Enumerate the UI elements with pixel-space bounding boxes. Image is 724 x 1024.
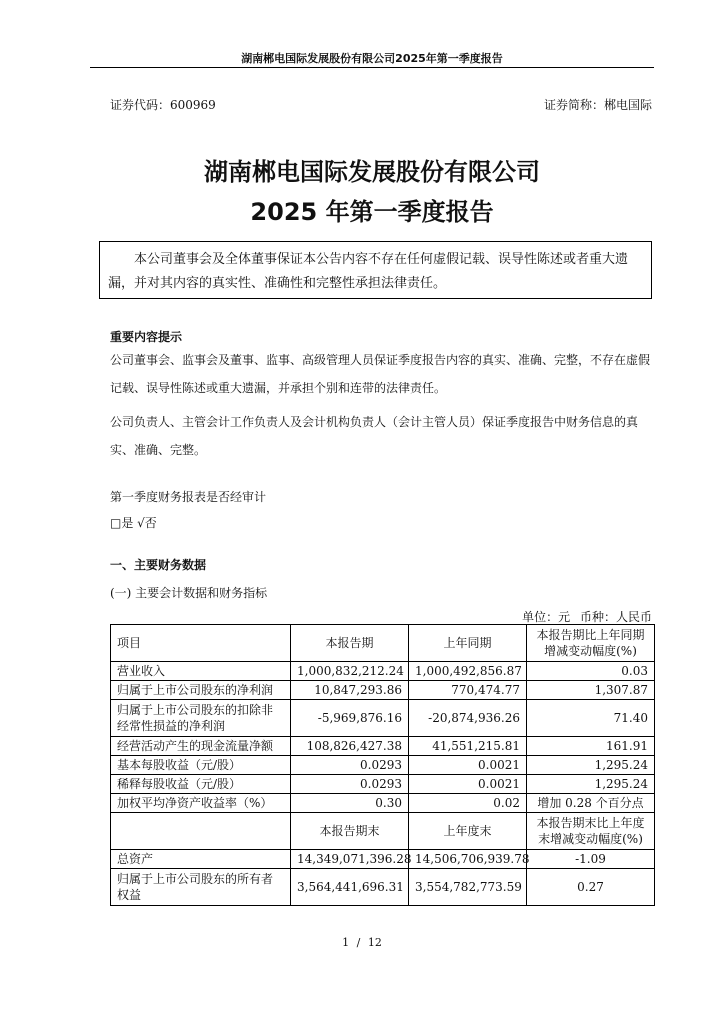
table-row bbox=[111, 850, 655, 869]
header-cell: 本报告期比上年同期增减变动幅度(%) bbox=[527, 625, 655, 662]
current-value: 108,826,427.38 bbox=[291, 737, 409, 756]
prior-value: 0.0021 bbox=[409, 756, 527, 775]
table-subheader-row bbox=[111, 813, 655, 850]
change-value: 1,295.24 bbox=[527, 756, 655, 775]
table-row bbox=[111, 737, 655, 756]
prior-value: 14,506,706,939.78 bbox=[409, 850, 527, 869]
current-value: 14,349,071,396.28 bbox=[291, 850, 409, 869]
change-value: 1,295.24 bbox=[527, 775, 655, 794]
table-row bbox=[111, 700, 655, 737]
current-value: -5,969,876.16 bbox=[291, 700, 409, 737]
prior-value: 0.0021 bbox=[409, 775, 527, 794]
current-value: 0.0293 bbox=[291, 775, 409, 794]
header-cell: 上年同期 bbox=[409, 625, 527, 662]
company-title: 湖南郴电国际发展股份有限公司 bbox=[204, 158, 540, 186]
current-value: 3,564,441,696.31 bbox=[291, 869, 409, 906]
prior-value: 3,554,782,773.59 bbox=[409, 869, 527, 906]
row-label: 归属于上市公司股东的净利润 bbox=[111, 681, 291, 700]
board-notice-box: 本公司董事会及全体董事保证本公告内容不存在任何虚假记载、误导性陈述或者重大遗漏，并对其内容的真实性、准确性和完整性承担法律责任。 bbox=[99, 241, 652, 299]
prior-value: 770,474.77 bbox=[409, 681, 527, 700]
row-label: 总资产 bbox=[111, 850, 291, 869]
audit-answer: □是 √否 bbox=[110, 516, 157, 530]
header-rule bbox=[90, 67, 654, 68]
table-row bbox=[111, 681, 655, 700]
unit-currency: 单位：元 币种：人民币 bbox=[522, 610, 652, 624]
change-value: 0.03 bbox=[527, 662, 655, 681]
financial-data-table bbox=[110, 624, 655, 906]
row-label: 加权平均净资产收益率（%） bbox=[111, 794, 291, 813]
header-cell bbox=[111, 813, 291, 850]
change-value: 0.27 bbox=[527, 869, 655, 906]
table-row bbox=[111, 794, 655, 813]
change-value: 161.91 bbox=[527, 737, 655, 756]
change-value: -1.09 bbox=[527, 850, 655, 869]
report-title: 2025 年第一季度报告 bbox=[250, 198, 494, 226]
prior-value: 41,551,215.81 bbox=[409, 737, 527, 756]
table-row bbox=[111, 662, 655, 681]
current-value: 0.0293 bbox=[291, 756, 409, 775]
stock-code: 证券代码：600969 bbox=[110, 98, 216, 112]
prior-value: -20,874,936.26 bbox=[409, 700, 527, 737]
prior-value: 1,000,492,856.87 bbox=[409, 662, 527, 681]
audit-question: 第一季度财务报表是否经审计 bbox=[110, 490, 267, 504]
current-value: 0.30 bbox=[291, 794, 409, 813]
important-paragraph-2: 公司负责人、主管会计工作负责人及会计机构负责人（会计主管人员）保证季度报告中财务信息的真实、准确、完整。 bbox=[110, 415, 639, 457]
header-cell: 本报告期末 bbox=[291, 813, 409, 850]
header-cell: 项目 bbox=[111, 625, 291, 662]
current-value: 10,847,293.86 bbox=[291, 681, 409, 700]
header-cell: 上年度末 bbox=[409, 813, 527, 850]
table-row bbox=[111, 756, 655, 775]
subsection-heading: (一) 主要会计数据和财务指标 bbox=[110, 586, 268, 600]
change-value: 1,307.87 bbox=[527, 681, 655, 700]
row-label: 基本每股收益（元/股） bbox=[111, 756, 291, 775]
row-label: 稀释每股收益（元/股） bbox=[111, 775, 291, 794]
header-cell: 本报告期末比上年度末增减变动幅度(%) bbox=[527, 813, 655, 850]
page-number: 1 / 12 bbox=[342, 936, 382, 949]
table-row bbox=[111, 775, 655, 794]
important-heading: 重要内容提示 bbox=[110, 330, 183, 344]
running-header: 湖南郴电国际发展股份有限公司2025年第一季度报告 bbox=[241, 52, 503, 65]
important-paragraph-1: 公司董事会、监事会及董事、监事、高级管理人员保证季度报告内容的真实、准确、完整，不存在虚假记载、误导性陈述或重大遗漏，并承担个别和连带的法律责任。 bbox=[110, 353, 651, 395]
row-label: 经营活动产生的现金流量净额 bbox=[111, 737, 291, 756]
table-row bbox=[111, 869, 655, 906]
row-label: 归属于上市公司股东的所有者权益 bbox=[111, 869, 291, 906]
current-value: 1,000,832,212.24 bbox=[291, 662, 409, 681]
section-heading: 一、主要财务数据 bbox=[110, 558, 207, 572]
stock-abbreviation: 证券简称：郴电国际 bbox=[543, 98, 652, 112]
row-label: 营业收入 bbox=[111, 662, 291, 681]
header-cell: 本报告期 bbox=[291, 625, 409, 662]
change-value: 71.40 bbox=[527, 700, 655, 737]
change-value: 增加 0.28 个百分点 bbox=[527, 794, 655, 813]
row-label: 归属于上市公司股东的扣除非经常性损益的净利润 bbox=[111, 700, 291, 737]
prior-value: 0.02 bbox=[409, 794, 527, 813]
table-header-row bbox=[111, 625, 655, 662]
